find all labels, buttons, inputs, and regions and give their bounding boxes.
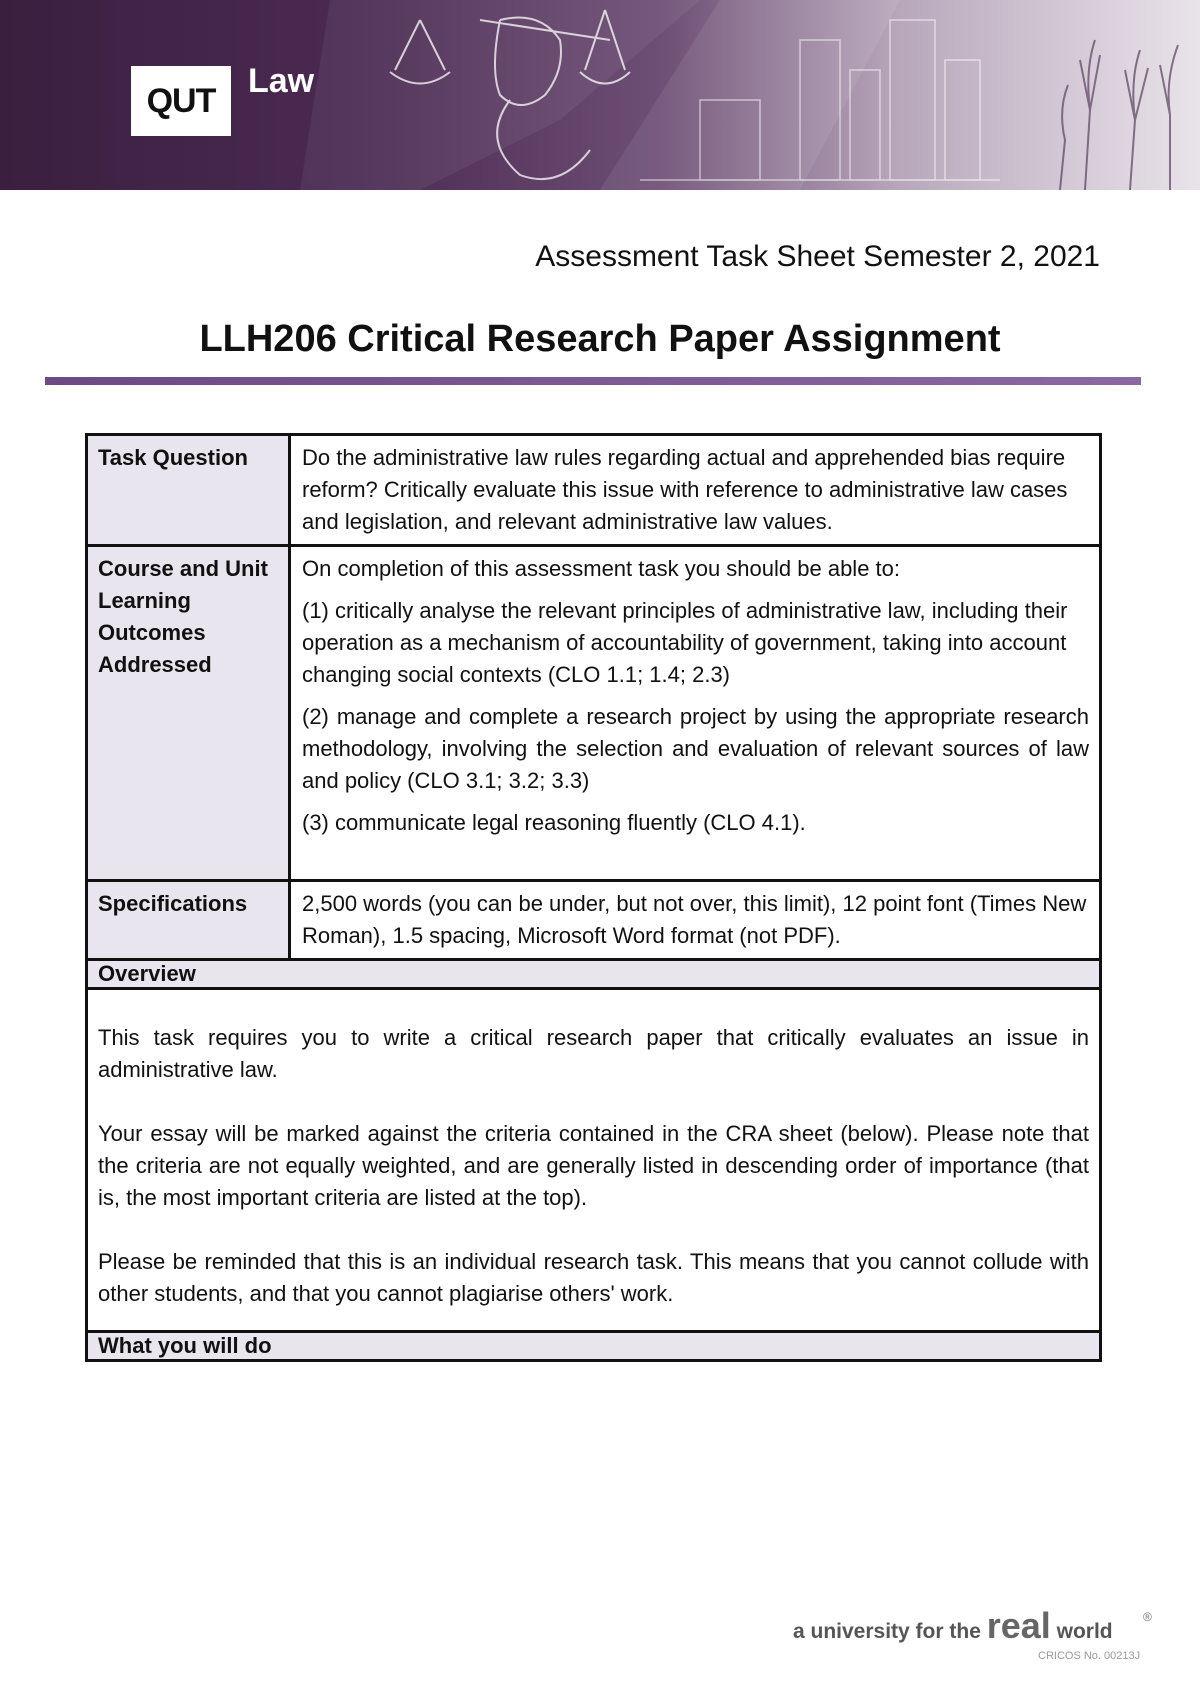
title-divider [45,377,1141,385]
outcomes-intro: On completion of this assessment task you should be able to: [302,556,900,581]
specifications-label: Specifications [87,881,290,960]
overview-paragraph: This task requires you to write a critical research paper that critically evaluates an issue in administrative law. [98,1025,1089,1082]
tagline-prefix: a university for the [793,1620,981,1643]
footer-tagline [793,1605,1113,1647]
cricos-number: CRICOS No. 00213J [1038,1650,1141,1662]
tagline-world: world [1056,1620,1113,1643]
overview-heading-row [87,960,1101,989]
outcome-item: (1) critically analyse the relevant principles of administrative law, including their operation as a mechanism of accountability of government, taking into account changing social contexts (CLO 1.1; 1.4; 2.3) [302,598,1068,687]
logo-qut-text: QUT [146,81,216,120]
overview-paragraph: Please be reminded that this is an individual research task. This means that you cannot collude with other students, and that you cannot plagiarise others' work. [98,1249,1089,1306]
what-you-will-do-row [87,1332,1101,1361]
outcome-item: (3) communicate legal reasoning fluently (CLO 4.1). [302,810,806,835]
logo-law-text: Law [248,62,315,100]
overview-paragraph: Your essay will be marked against the criteria contained in the CRA sheet (below). Please note that the criteria are not equally weighted, and are generally listed in descending order of importance (that is, the most important criteria are listed at the top). [98,1121,1089,1210]
overview-heading: Overview [87,960,1101,989]
outcomes-label: Course and Unit Learning Outcomes Addressed [87,546,290,881]
page-title: LLH206 Critical Research Paper Assignment [199,318,1001,360]
overview-body-row [87,989,1101,1332]
assessment-table [85,433,1102,1362]
outcome-item: (2) manage and complete a research project by using the appropriate research methodology, involving the selection and evaluation of relevant sources of law and policy (CLO 3.1; 3.2; 3.3) [302,704,1089,793]
header-banner [0,0,1200,190]
sheet-title: Assessment Task Sheet Semester 2, 2021 [535,240,1100,273]
task-question-row [87,435,1101,546]
tagline-real: real [986,1605,1051,1646]
outcomes-row [87,546,1101,881]
registered-mark: ® [1143,1610,1152,1624]
task-question-label: Task Question [87,435,290,546]
overview-body [87,989,1101,1332]
raised-hands-icon [1060,40,1178,190]
outcomes-content [290,546,1101,881]
qut-logo [131,66,231,136]
task-question-text: Do the administrative law rules regarding actual and apprehended bias require reform? Critically evaluate this issue with reference to administrative law cases and legislation, and relevant administrative law values. [290,435,1101,546]
specifications-text: 2,500 words (you can be under, but not over, this limit), 12 point font (Times New Roman), 1.5 spacing, Microsoft Word format (not PDF). [290,881,1101,960]
specifications-row [87,881,1101,960]
what-you-will-do-heading: What you will do [87,1332,1101,1361]
